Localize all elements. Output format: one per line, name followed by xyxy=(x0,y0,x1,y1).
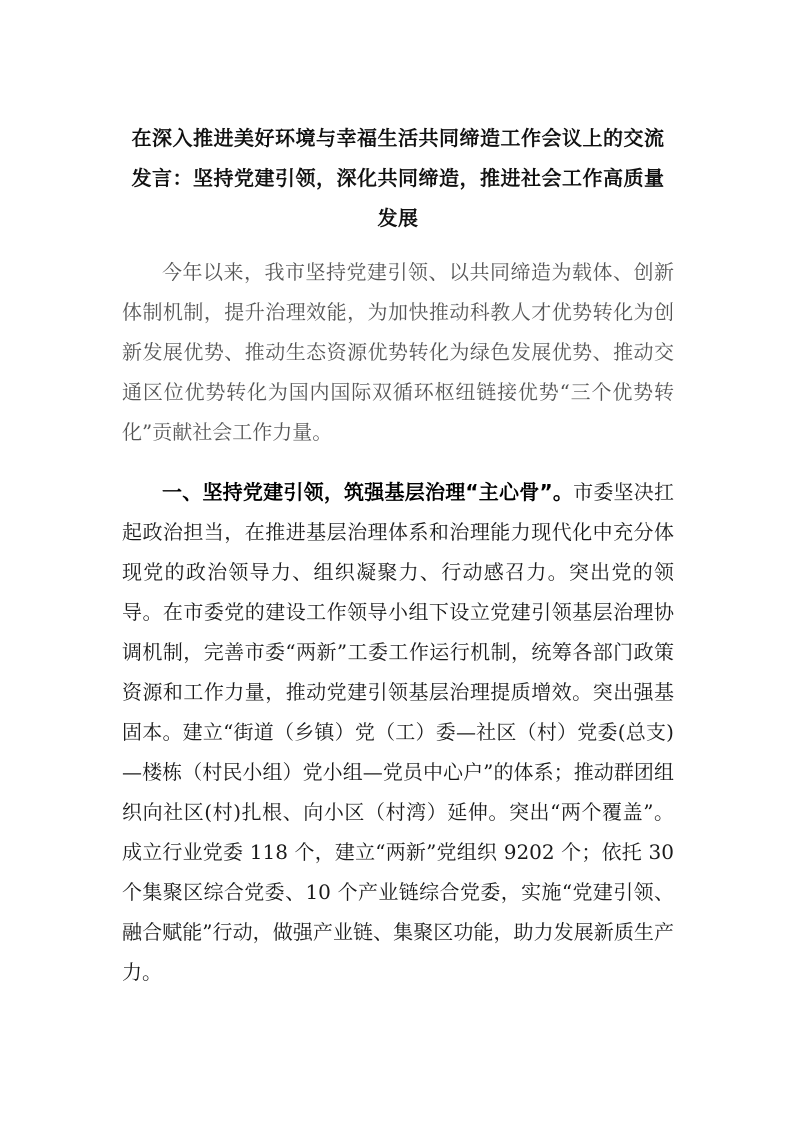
section-1-heading: 一、坚持党建引领，筑强基层治理“主心骨”。 xyxy=(162,480,574,504)
document-title: 在深入推进美好环境与幸福生活共同缔造工作会议上的交流发言：坚持党建引领，深化共同缔造，推进社会工作高质量发展 xyxy=(131,126,665,230)
section-1-paragraph xyxy=(122,472,674,992)
section-1-body: 市委坚决扛起政治担当，在推进基层治理体系和治理能力现代化中充分体现党的政治领导力、组织凝聚力、行动感召力。突出党的领导。在市委党的建设工作领导小组下设立党建引领基层治理协调机制，完善市委“两新”工委工作运行机制，统筹各部门政策资源和工作力量，推动党建引领基层治理提质增效。突出强基固本。建立“街道（乡镇）党（工）委—社区（村）党委(总支)—楼栋（村民小组）党小组—党员中心户”的体系；推动群团组织向社区(村)扎根、向小区（村湾）延伸。突出“两个覆盖”。成立行业党委 118 个，建立“两新”党组织 9202 个；依托 30 个集聚区综合党委、10 个产业链综合党委，实施“党建引领、融合赋能”行动，做强产业链、集聚区功能，助力发展新质生产力。 xyxy=(122,480,675,984)
intro-paragraph: 今年以来，我市坚持党建引领、以共同缔造为载体、创新体制机制，提升治理效能，为加快推动科教人才优势转化为创新发展优势、推动生态资源优势转化为绿色发展优势、推动交通区位优势转化为国内国际双循环枢纽链接优势“三个优势转化”贡献社会工作力量。 xyxy=(122,260,674,444)
